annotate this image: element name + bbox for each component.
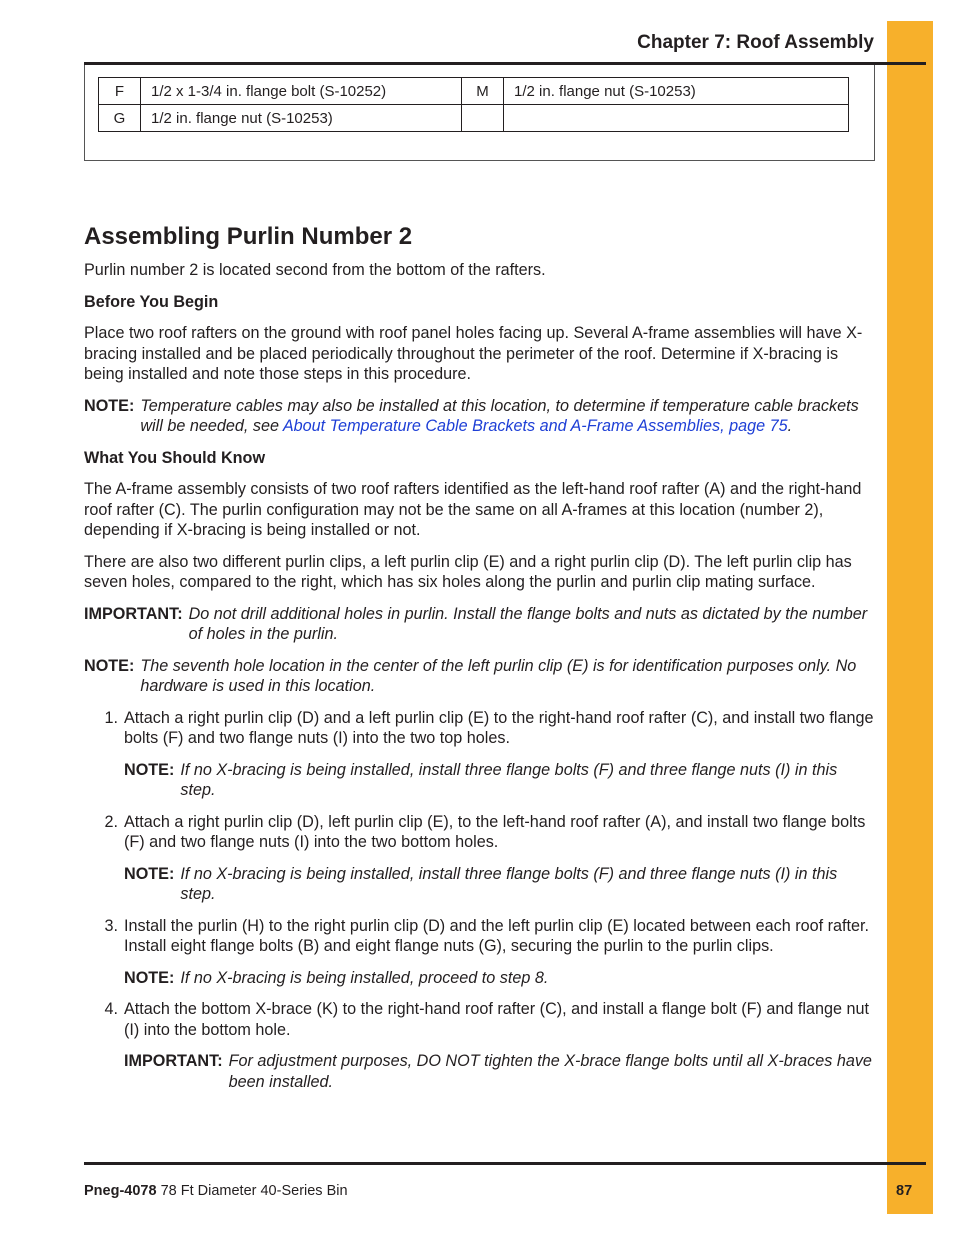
- part-key: [462, 105, 504, 132]
- note-label: NOTE:: [124, 864, 175, 883]
- step-item: [84, 708, 874, 801]
- step-note: [124, 968, 874, 989]
- step-text: Attach a right purlin clip (D), left purlin clip (E), to the left-hand roof rafter (A), and install two flange bolts (F) and two flange nuts (I) into the two bottom holes.: [124, 812, 866, 851]
- note-temperature-cables: [84, 396, 874, 437]
- note-text: If no X-bracing is being installed, install three flange bolts (F) and three flange nuts (I) in this step.: [180, 864, 838, 903]
- important-label: IMPORTANT:: [84, 604, 183, 623]
- step-item: [84, 812, 874, 905]
- step-number: 4.: [104, 1000, 118, 1018]
- main-content: [84, 222, 874, 1103]
- section-title: Assembling Purlin Number 2: [84, 223, 413, 250]
- cross-reference-link[interactable]: About Temperature Cable Brackets and A-Frame Assemblies, page 75: [282, 417, 788, 435]
- document-title: 78 Ft Diameter 40-Series Bin: [156, 1183, 348, 1199]
- before-you-begin-heading: Before You Begin: [84, 292, 219, 311]
- part-description: 1/2 in. flange nut (S-10253): [504, 78, 849, 105]
- note-label: NOTE:: [124, 760, 175, 779]
- step-number: 3.: [104, 916, 118, 935]
- document-id: Pneg-4078: [84, 1183, 157, 1199]
- step-item: [84, 916, 874, 989]
- important-no-drill: [84, 604, 874, 645]
- part-key: M: [462, 78, 504, 105]
- step-item: [84, 999, 874, 1092]
- chapter-tab-sidebar: [887, 21, 933, 1214]
- footer-rule: [84, 1162, 926, 1165]
- step-note: [124, 864, 874, 905]
- step-note: [124, 760, 874, 801]
- step-text: Attach the bottom X-brace (K) to the right-hand roof rafter (C), and install a flange bolt (F) and flange nut (I) into the bottom hole.: [124, 1000, 870, 1039]
- step-number: 2.: [104, 812, 118, 831]
- part-key: F: [99, 78, 141, 105]
- intro-paragraph: Purlin number 2 is located second from the bottom of the rafters.: [84, 261, 546, 279]
- what-you-should-know-heading: What You Should Know: [84, 448, 266, 467]
- note-text: If no X-bracing is being installed, install three flange bolts (F) and three flange nuts (I) in this step.: [180, 760, 838, 799]
- part-description: 1/2 in. flange nut (S-10253): [141, 105, 462, 132]
- note-label: NOTE:: [84, 396, 135, 415]
- part-key: G: [99, 105, 141, 132]
- chapter-title: Chapter 7: Roof Assembly: [637, 32, 874, 53]
- note-text: If no X-bracing is being installed, proceed to step 8.: [180, 968, 549, 987]
- step-number: 1.: [104, 708, 118, 727]
- step-text: Attach a right purlin clip (D) and a left purlin clip (E) to the right-hand roof rafter (C), and install two flange bolts (F) and two flange nuts (I) into the two top holes.: [124, 708, 874, 747]
- parts-table: [98, 77, 849, 132]
- note-label: NOTE:: [84, 656, 135, 675]
- table-row: [99, 105, 849, 132]
- important-label: IMPORTANT:: [124, 1052, 223, 1070]
- note-text: The seventh hole location in the center of the left purlin clip (E) is for identification purposes only. No hardware is used in this location.: [140, 656, 857, 695]
- page-number: 87: [896, 1183, 913, 1199]
- part-description: 1/2 x 1-3/4 in. flange bolt (S-10252): [141, 78, 462, 105]
- know-paragraph-1: The A-frame assembly consists of two roof rafters identified as the left-hand roof rafter (A) and the right-hand roof rafter (C). The purlin configuration may not be the same on all A-frames at this location (number 2), depending if X-bracing is being installed or not.: [84, 480, 862, 539]
- know-paragraph-2: There are also two different purlin clips, a left purlin clip (E) and a right purlin clip (D). The left purlin clip has seven holes, compared to the right, which has six holes along the purlin and purlin clip mating surface.: [84, 552, 852, 591]
- step-text: Install the purlin (H) to the right purlin clip (D) and the left purlin clip (E) located between each roof rafter. Install eight flange bolts (B) and eight flange nuts (G), securing the purlin to the purlin clips.: [124, 916, 869, 955]
- step-important: [124, 1051, 874, 1092]
- procedure-steps: [84, 708, 874, 1093]
- note-text: Temperature cables may also be installed at this location, to determine if temperature cable brackets will be needed, see About Temperature Cable Brackets and A-Frame Assemblies, page 75.: [140, 396, 859, 435]
- footer: [84, 1183, 348, 1199]
- note-seventh-hole: [84, 656, 874, 697]
- table-row: [99, 78, 849, 105]
- before-you-begin-text: Place two roof rafters on the ground with roof panel holes facing up. Several A-frame assemblies will have X-bracing installed and be placed periodically throughout the perimeter of the roof. Determine if X-bracing is being installed and note those steps in this procedure.: [84, 324, 863, 383]
- important-text: For adjustment purposes, DO NOT tighten the X-brace flange bolts until all X-braces have been installed.: [228, 1052, 872, 1091]
- important-text: Do not drill additional holes in purlin. Install the flange bolts and nuts as dictated by the number of holes in the purlin.: [188, 604, 868, 643]
- part-description: [504, 105, 849, 132]
- note-label: NOTE:: [124, 968, 175, 987]
